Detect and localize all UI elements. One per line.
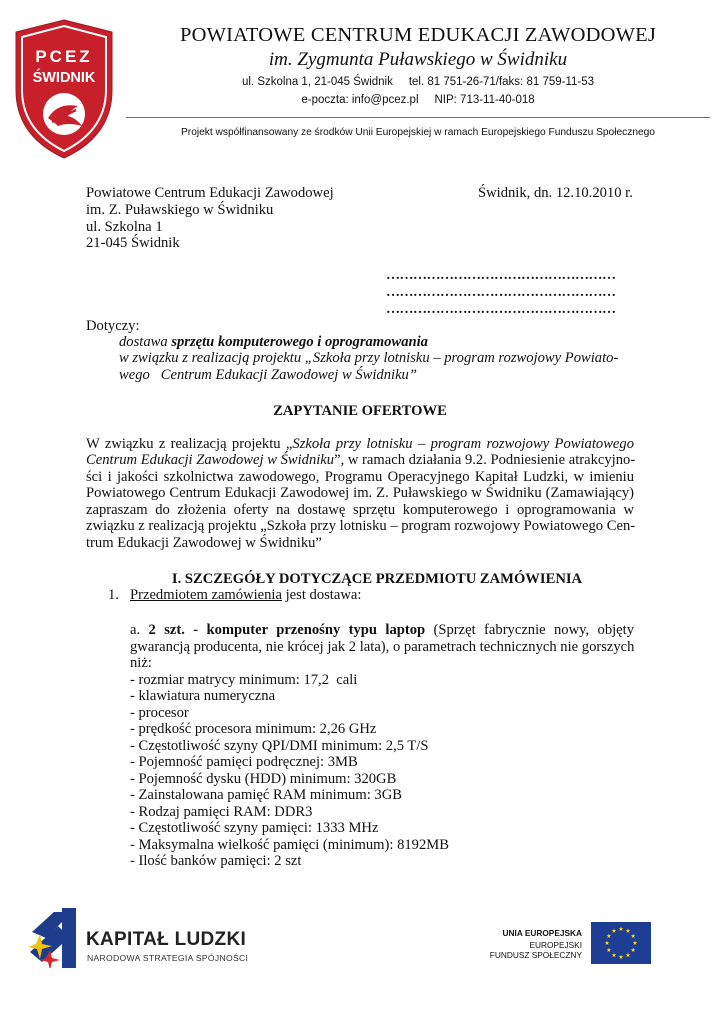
institution-contact: e-poczta: info@pcez.pl NIP: 713-11-40-018	[301, 94, 535, 106]
product-line-1: a. 2 szt. - komputer przenośny typu laptop (Sprzęt fabrycznie nowy, objęty	[130, 622, 634, 638]
sender-name: Powiatowe Centrum Edukacji Zawodowej	[86, 185, 334, 201]
intro-line-5: zapraszam do złożenia oferty na dostawę sprzętu komputerowego i oprogramowania w	[86, 502, 634, 518]
sender-city: 21-045 Świdnik	[86, 235, 180, 251]
spec-ram-type: - Rodzaj pamięci RAM: DDR3	[130, 804, 313, 820]
document-title: ZAPYTANIE OFERTOWE	[273, 403, 447, 419]
kapital-ludzki-logo	[28, 908, 76, 974]
subject-line-2: w związku z realizacją projektu „Szkoła przy lotnisku – program rozwojowy Powiato-	[119, 350, 619, 366]
spec-processor: - procesor	[130, 705, 189, 721]
subject-label: Dotyczy:	[86, 318, 140, 334]
spec-qpi-dmi: - Częstotliwość szyny QPI/DMI minimum: 2,5 T/S	[130, 738, 429, 754]
spec-memory-bus: - Częstotliwość szyny pamięci: 1333 MHz	[130, 820, 379, 836]
spec-matrix-size: - rozmiar matrycy minimum: 17,2 cali	[130, 672, 358, 688]
spec-memory-banks: - Ilość banków pamięci: 2 szt	[130, 853, 302, 869]
recipient-line-2: ……………………………………………	[386, 285, 616, 300]
logo-text-pcez: PCEZ	[35, 47, 93, 66]
intro-line-1: W związku z realizacją projektu „Szkoła przy lotnisku – program rozwojowy Powiatowego	[86, 436, 634, 452]
kapital-ludzki-title: KAPITAŁ LUDZKI	[86, 929, 247, 950]
kapital-ludzki-subtitle: NARODOWA STRATEGIA SPÓJNOŚCI	[87, 953, 249, 963]
spec-cache: - Pojemność pamięci podręcznej: 3MB	[130, 754, 358, 770]
institution-address: ul. Szkolna 1, 21-045 Świdnik tel. 81 751-26-71/faks: 81 759-11-53	[241, 76, 595, 88]
intro-line-6: związku z realizacją projektu „Szkoła przy lotnisku – program rozwojowy Powiatowego Cen-	[86, 518, 636, 534]
intro-line-3: ści i jakości szkolnictwa zawodowego, Programu Operacyjnego Kapitał Ludzki, w imieniu	[86, 469, 634, 485]
subject-line-1: dostawa sprzętu komputerowego i oprogramowania	[119, 334, 428, 350]
recipient-line-1: ……………………………………………	[386, 268, 616, 283]
institution-name: POWIATOWE CENTRUM EDUKACJI ZAWODOWEJ	[179, 24, 657, 46]
spec-hdd: - Pojemność dysku (HDD) minimum: 320GB	[130, 771, 397, 787]
spec-max-memory: - Maksymalna wielkość pamięci (minimum): 8192MB	[130, 837, 449, 853]
eu-label-1: UNIA EUROPEJSKA	[502, 928, 582, 938]
item-intro: Przedmiotem zamówienia jest dostawa:	[130, 587, 362, 603]
eu-label-2: EUROPEJSKI	[529, 940, 582, 950]
sender-patron: im. Z. Puławskiego w Świdniku	[86, 202, 274, 218]
header-divider	[126, 117, 710, 118]
product-line-3: niż:	[130, 655, 152, 671]
section-heading: I. SZCZEGÓŁY DOTYCZĄCE PRZEDMIOTU ZAMÓWIENIA	[171, 571, 583, 587]
spec-numeric-keypad: - klawiatura numeryczna	[130, 688, 276, 704]
eu-flag-icon	[591, 922, 651, 964]
institution-patron: im. Zygmunta Puławskiego w Świdniku	[268, 49, 568, 70]
intro-line-2: Centrum Edukacji Zawodowej w Świdniku”, w ramach działania 9.2. Podniesienie atrakcyjno-	[86, 452, 636, 468]
pcez-shield-logo	[12, 18, 116, 160]
project-cofinancing-note: Projekt współfinansowany ze środków Unii Europejskiej w ramach Europejskiego Funduszu Społecznego	[181, 127, 655, 138]
subject-line-3: wego Centrum Edukacji Zawodowej w Świdniku”	[119, 367, 417, 383]
sender-street: ul. Szkolna 1	[86, 219, 163, 235]
product-line-2: gwarancją producenta, nie krócej jak 2 lata), o parametrach technicznych nie gorszych	[130, 639, 635, 655]
eu-label-3: FUNDUSZ SPOŁECZNY	[489, 950, 582, 960]
item-number: 1.	[108, 587, 119, 603]
item-underlined-text: Przedmiotem zamówienia	[130, 587, 282, 603]
logo-text-swidnik: ŚWIDNIK	[32, 70, 96, 86]
recipient-line-3: ……………………………………………	[386, 302, 616, 317]
letter-date: Świdnik, dn. 12.10.2010 r.	[478, 185, 633, 201]
intro-line-4: Powiatowego Centrum Edukacji Zawodowej im. Z. Puławskiego w Świdniku (Zamawiający)	[86, 485, 634, 501]
spec-cpu-speed: - prędkość procesora minimum: 2,26 GHz	[130, 721, 377, 737]
spec-ram-installed: - Zainstalowana pamięć RAM minimum: 3GB	[130, 787, 402, 803]
intro-line-7: trum Edukacji Zawodowej w Świdniku”	[86, 535, 322, 551]
